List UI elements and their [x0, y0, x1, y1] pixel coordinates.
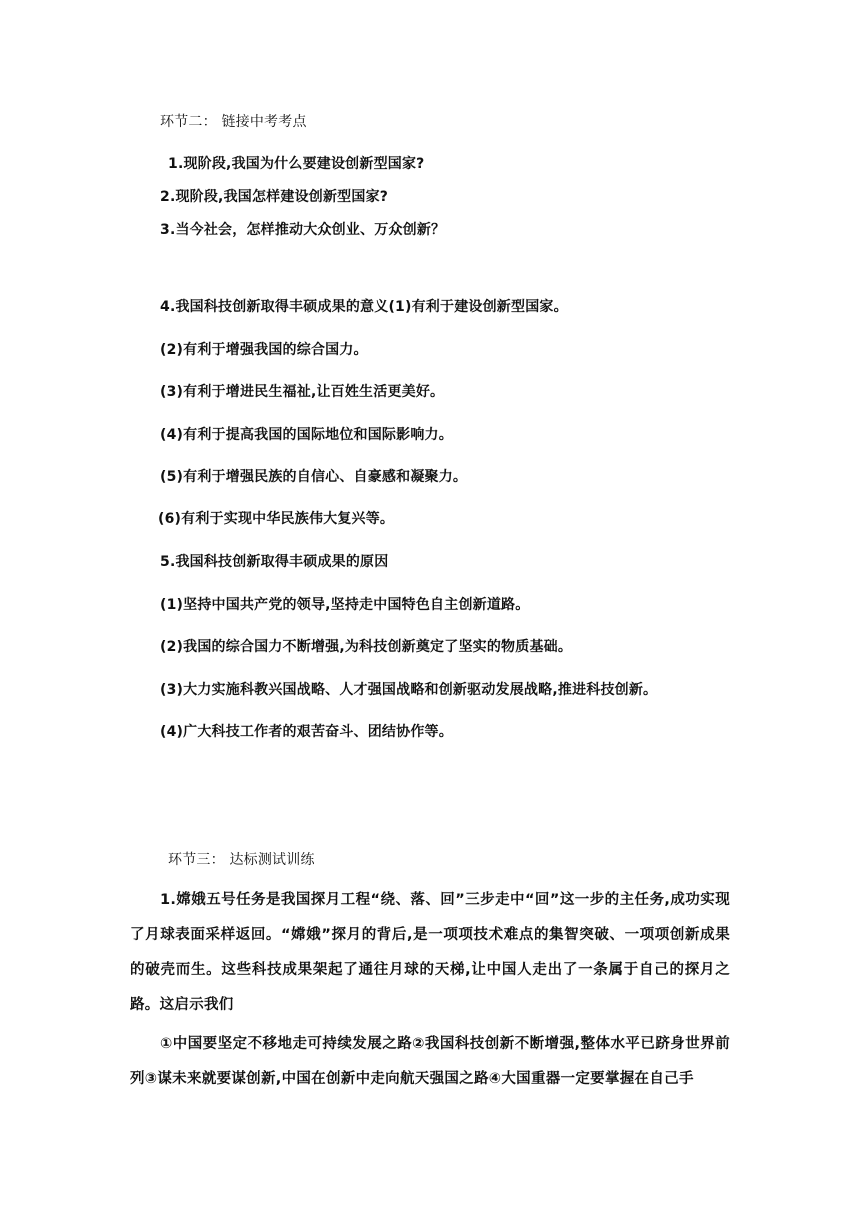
list-item: (3)有利于增进民生福祉,让百姓生活更美好。	[160, 384, 445, 400]
list-item: (2)有利于增强我国的综合国力。	[160, 342, 368, 358]
list-item: 3.当今社会，怎样推动大众创业、万众创新？	[160, 222, 446, 238]
list-item: (2)我国的综合国力不断增强,为科技创新奠定了坚实的物质基础。	[160, 639, 573, 655]
section-2-heading: 环节二： 链接中考考点	[160, 114, 307, 130]
list-item: (6)有利于实现中华民族伟大复兴等。	[158, 511, 395, 527]
section-3-heading: 环节三： 达标测试训练	[168, 852, 315, 868]
list-item: 2.现阶段,我国怎样建设创新型国家?	[160, 189, 389, 205]
list-item: (5)有利于增强民族的自信心、自豪感和凝聚力。	[160, 469, 468, 485]
list-item: 4.我国科技创新取得丰硕成果的意义(1)有利于建设创新型国家。	[160, 299, 568, 315]
list-item: (4)有利于提高我国的国际地位和国际影响力。	[160, 427, 453, 443]
list-item: (4)广大科技工作者的艰苦奋斗、团结协作等。	[160, 724, 453, 740]
list-item: (3)大力实施科教兴国战略、人才强国战略和创新驱动发展战略,推进科技创新。	[160, 682, 658, 698]
list-item: (1)坚持中国共产党的领导,坚持走中国特色自主创新道路。	[160, 597, 530, 613]
question-1-stem: 1.嫦娥五号任务是我国探月工程“绕、落、回”三步走中“回”这一步的主任务,成功实现了月球表面采样返回。“嫦娥”探月的背后,是一项项技术难点的集智突破、一项项创新成果的破壳而生。这些科技成果架起了通往月球的天梯,让中国人走出了一条属于自己的探月之路。这启示我们	[130, 892, 730, 1013]
list-item: 1.现阶段,我国为什么要建设创新型国家?	[168, 156, 425, 172]
question-1-options: ①中国要坚定不移地走可持续发展之路②我国科技创新不断增强,整体水平已跻身世界前列③谋未来就要谋创新,中国在创新中走向航天强国之路④大国重器一定要掌握在自己手	[130, 1036, 730, 1087]
list-item: 5.我国科技创新取得丰硕成果的原因	[160, 554, 389, 570]
